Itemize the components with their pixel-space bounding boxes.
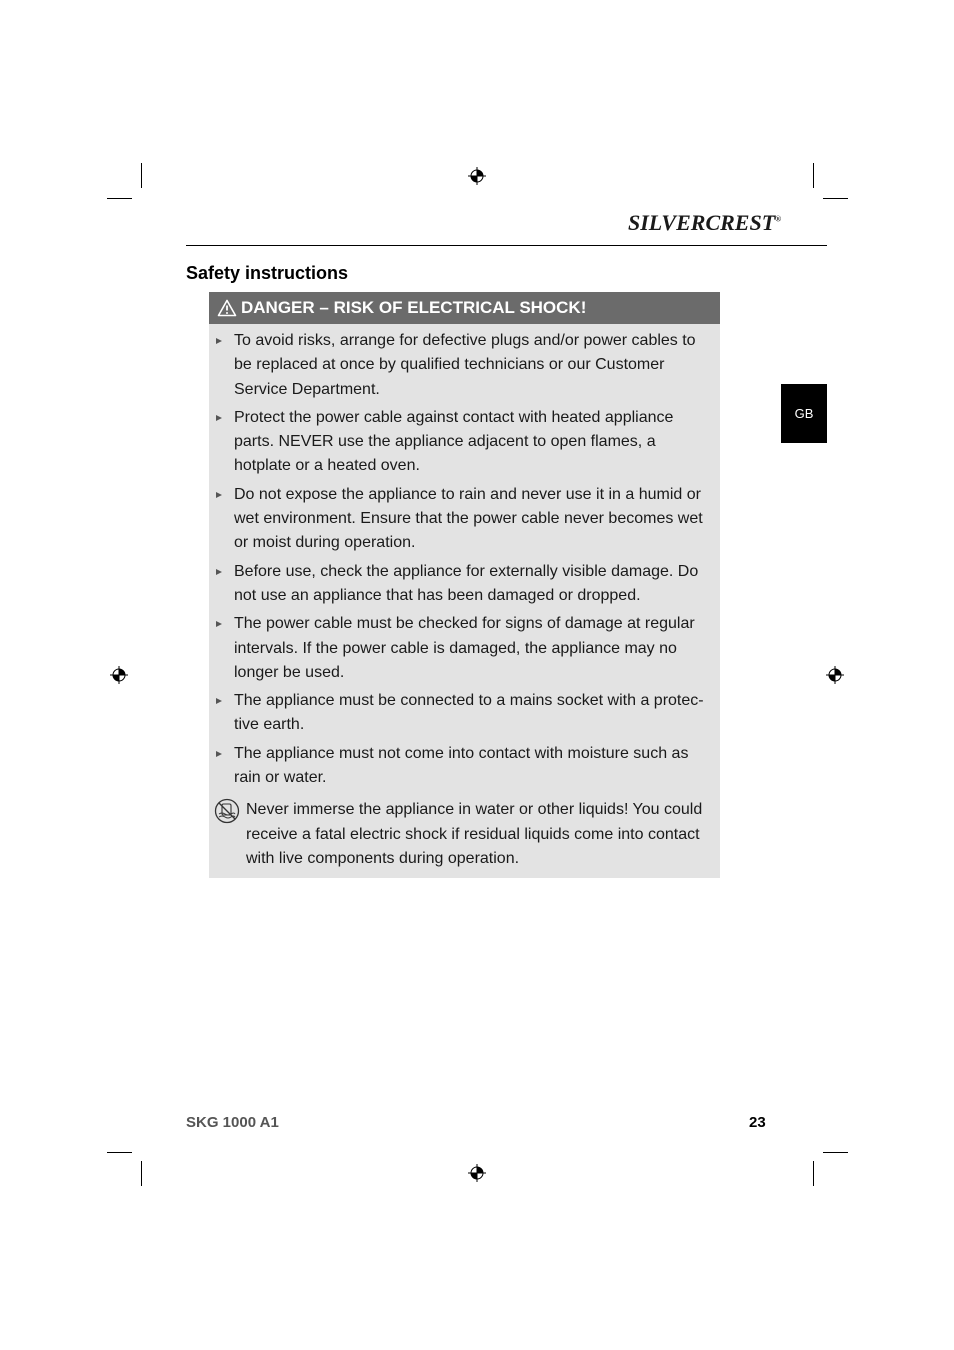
list-item [209, 560, 720, 609]
crop-mark [823, 1152, 848, 1153]
registration-mark-icon [826, 666, 844, 684]
section-title: Safety instructions [186, 263, 349, 283]
language-tab: GB [781, 384, 827, 443]
crop-mark [823, 198, 848, 199]
immersion-note [209, 798, 720, 871]
page-number: 23 [749, 1114, 766, 1131]
list-item-text: The appliance must be connected to a mains socket with a protec-tive earth. [234, 692, 704, 734]
bullet-arrow-icon [216, 415, 222, 421]
no-immersion-icon [214, 798, 240, 824]
list-item-text: Do not expose the appliance to rain and never use it in a humid or wet environment. Ensure that the power cable never becomes wet or moist during operation. [234, 485, 703, 552]
list-item-text: Before use, check the appliance for externally visible damage. Do not use an appliance that has been damaged or dropped. [234, 562, 699, 604]
list-item-text: To avoid risks, arrange for defective plugs and/or power cables to be replaced at once by qualified technicians or our Customer Service Department. [234, 332, 696, 398]
registration-mark-icon [468, 167, 486, 185]
warning-box [209, 292, 720, 878]
warning-header [209, 292, 720, 324]
list-item-text: The appliance must not come into contact with moisture such as rain or water. [234, 744, 689, 787]
list-item-text: Protect the power cable against contact with heated appliance parts. NEVER use the appliance adjacent to open flames, a hotplate or a heated oven. [234, 408, 674, 475]
bullet-arrow-icon [216, 751, 222, 757]
brand-registered-mark: ® [775, 214, 782, 224]
crop-mark [813, 163, 814, 188]
bullet-arrow-icon [216, 569, 222, 575]
warning-triangle-icon [217, 299, 237, 317]
immersion-note-text: Never immerse the appliance in water or other liquids! You could receive a fatal electric shock if residual liquids come into contact with live components during operation. [246, 801, 703, 867]
registration-mark-icon [468, 1164, 486, 1182]
list-item [209, 689, 720, 738]
brand-logo-part1: SILVER [628, 210, 706, 235]
list-item [209, 612, 720, 685]
list-item [209, 483, 720, 556]
crop-mark [141, 1161, 142, 1186]
bullet-arrow-icon [216, 338, 222, 344]
crop-mark [813, 1161, 814, 1186]
model-number: SKG 1000 A1 [186, 1114, 279, 1131]
bullet-arrow-icon [216, 698, 222, 704]
list-item [209, 742, 720, 791]
crop-mark [107, 198, 132, 199]
bullet-arrow-icon [216, 621, 222, 627]
crop-mark [107, 1152, 132, 1153]
list-item [209, 406, 720, 479]
safety-list [209, 324, 720, 790]
bullet-arrow-icon [216, 492, 222, 498]
brand-logo-part2: CREST [705, 210, 776, 235]
list-item-text: The power cable must be checked for signs of damage at regular intervals. If the power cable is damaged, the appliance may no longer be used. [234, 615, 695, 681]
warning-title: DANGER – RISK OF ELECTRICAL SHOCK! [241, 298, 587, 317]
crop-mark [141, 163, 142, 188]
list-item [209, 329, 720, 402]
registration-mark-icon [110, 666, 128, 684]
brand-logo [628, 210, 781, 236]
header-rule [186, 245, 827, 246]
